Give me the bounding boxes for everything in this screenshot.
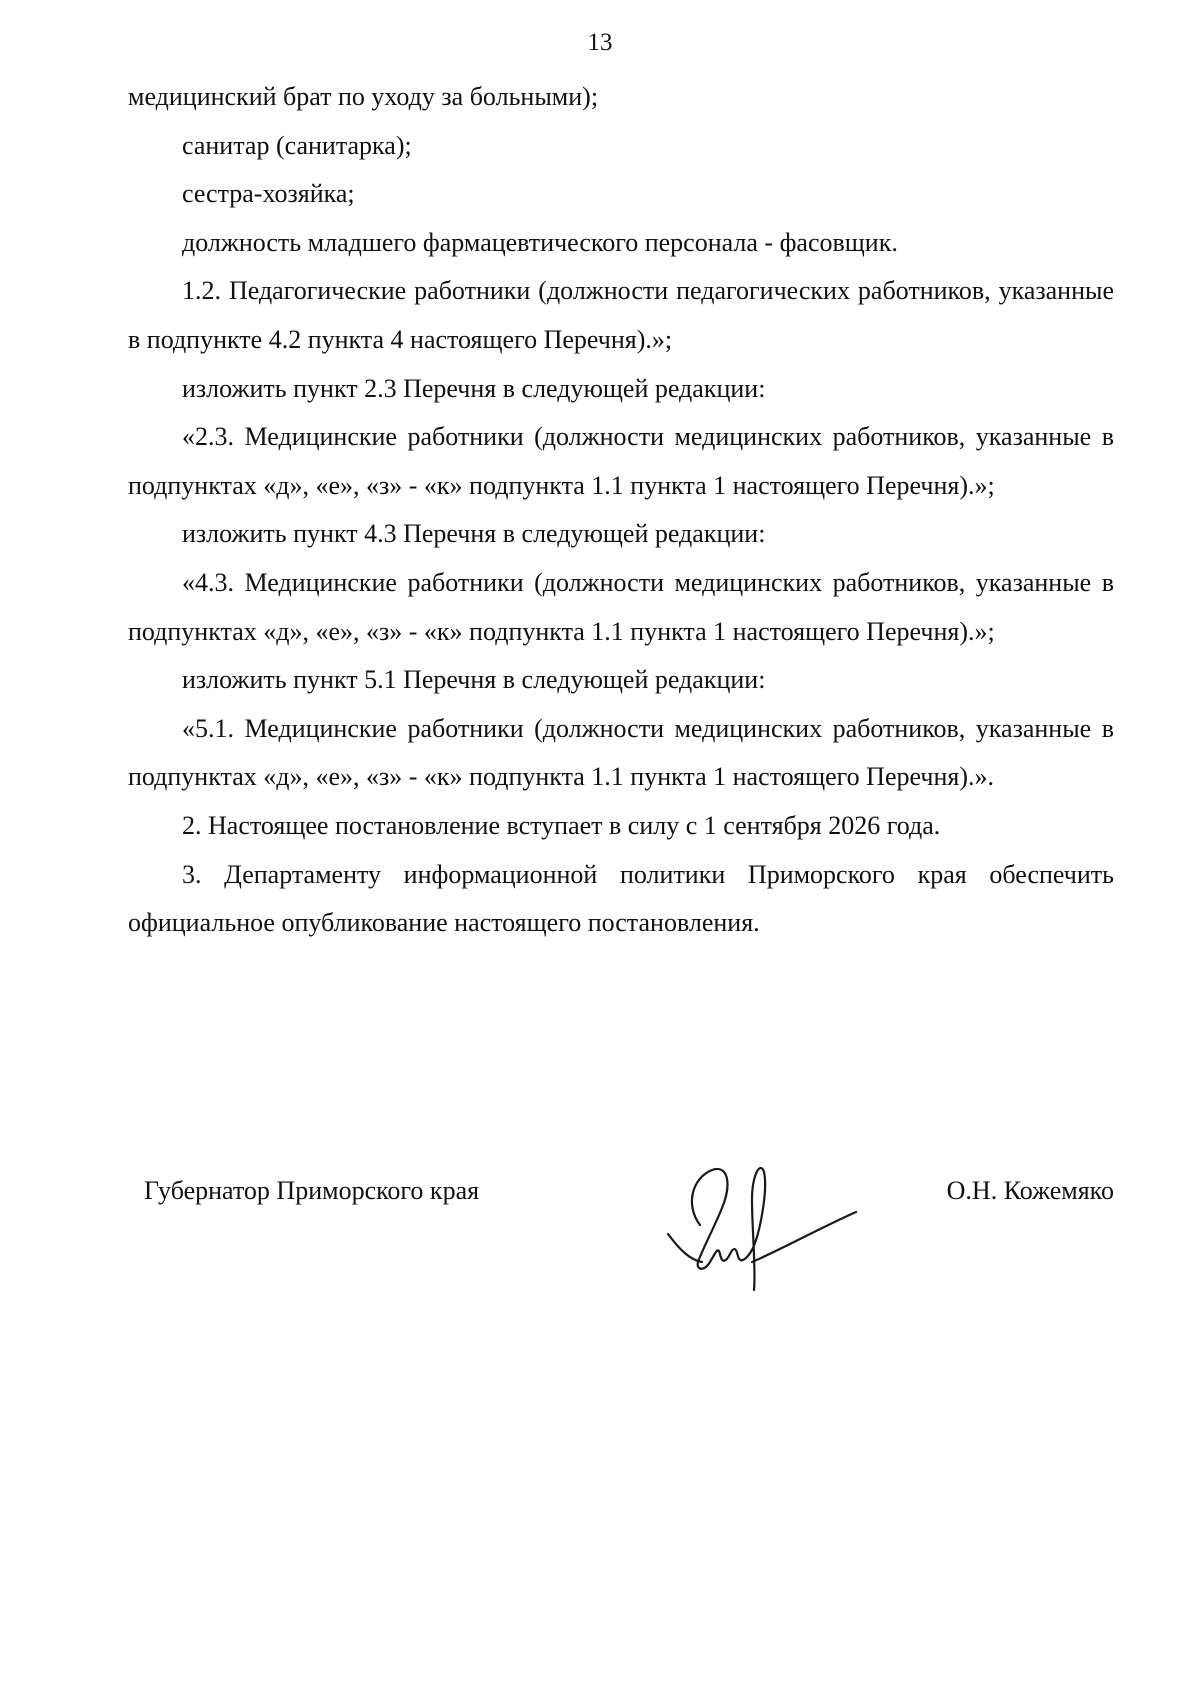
signature-block — [128, 1175, 1114, 1255]
paragraph-1: медицинский брат по уходу за больными); — [128, 82, 599, 111]
paragraph-13: 3. Департаменту информационной политики Приморского края обеспечить официальное опубликование настоящего постановления. — [128, 859, 1114, 938]
page-number: 13 — [587, 29, 613, 56]
signatory-name: О.Н. Кожемяко — [946, 1176, 1114, 1205]
paragraph-11: «5.1. Медицинские работники (должности медицинских работников, указанные в подпунктах «д», «е», «з» - «к» подпункта 1.1 пункта 1 настоящего Перечня).». — [128, 713, 1114, 792]
paragraph-10: изложить пункт 5.1 Перечня в следующей редакции: — [182, 665, 766, 695]
paragraph-3: сестра-хозяйка; — [182, 179, 355, 209]
paragraph-9: «4.3. Медицинские работники (должности медицинских работников, указанные в подпунктах «д», «е», «з» - «к» подпункта 1.1 пункта 1 настоящего Перечня).»; — [128, 567, 1114, 646]
document-body — [128, 73, 1114, 948]
paragraph-5: 1.2. Педагогические работники (должности педагогических работников, указанные в подпункте 4.2 пункта 4 настоящего Перечня).»; — [128, 276, 1114, 354]
paragraph-4: должность младшего фармацевтического персонала - фасовщик. — [182, 227, 898, 257]
paragraph-8: изложить пункт 4.3 Перечня в следующей редакции: — [182, 519, 766, 549]
paragraph-7: «2.3. Медицинские работники (должности медицинских работников, указанные в подпунктах «д», «е», «з» - «к» подпункта 1.1 пункта 1 настоящего Перечня).»; — [128, 422, 1114, 500]
handwritten-signature — [660, 1150, 860, 1310]
paragraph-6: изложить пункт 2.3 Перечня в следующей редакции: — [182, 373, 766, 403]
paragraph-2: санитар (санитарка); — [182, 130, 412, 160]
paragraph-12: 2. Настоящее постановление вступает в силу с 1 сентября 2026 года. — [182, 810, 941, 840]
signatory-position: Губернатор Приморского края — [144, 1176, 480, 1205]
